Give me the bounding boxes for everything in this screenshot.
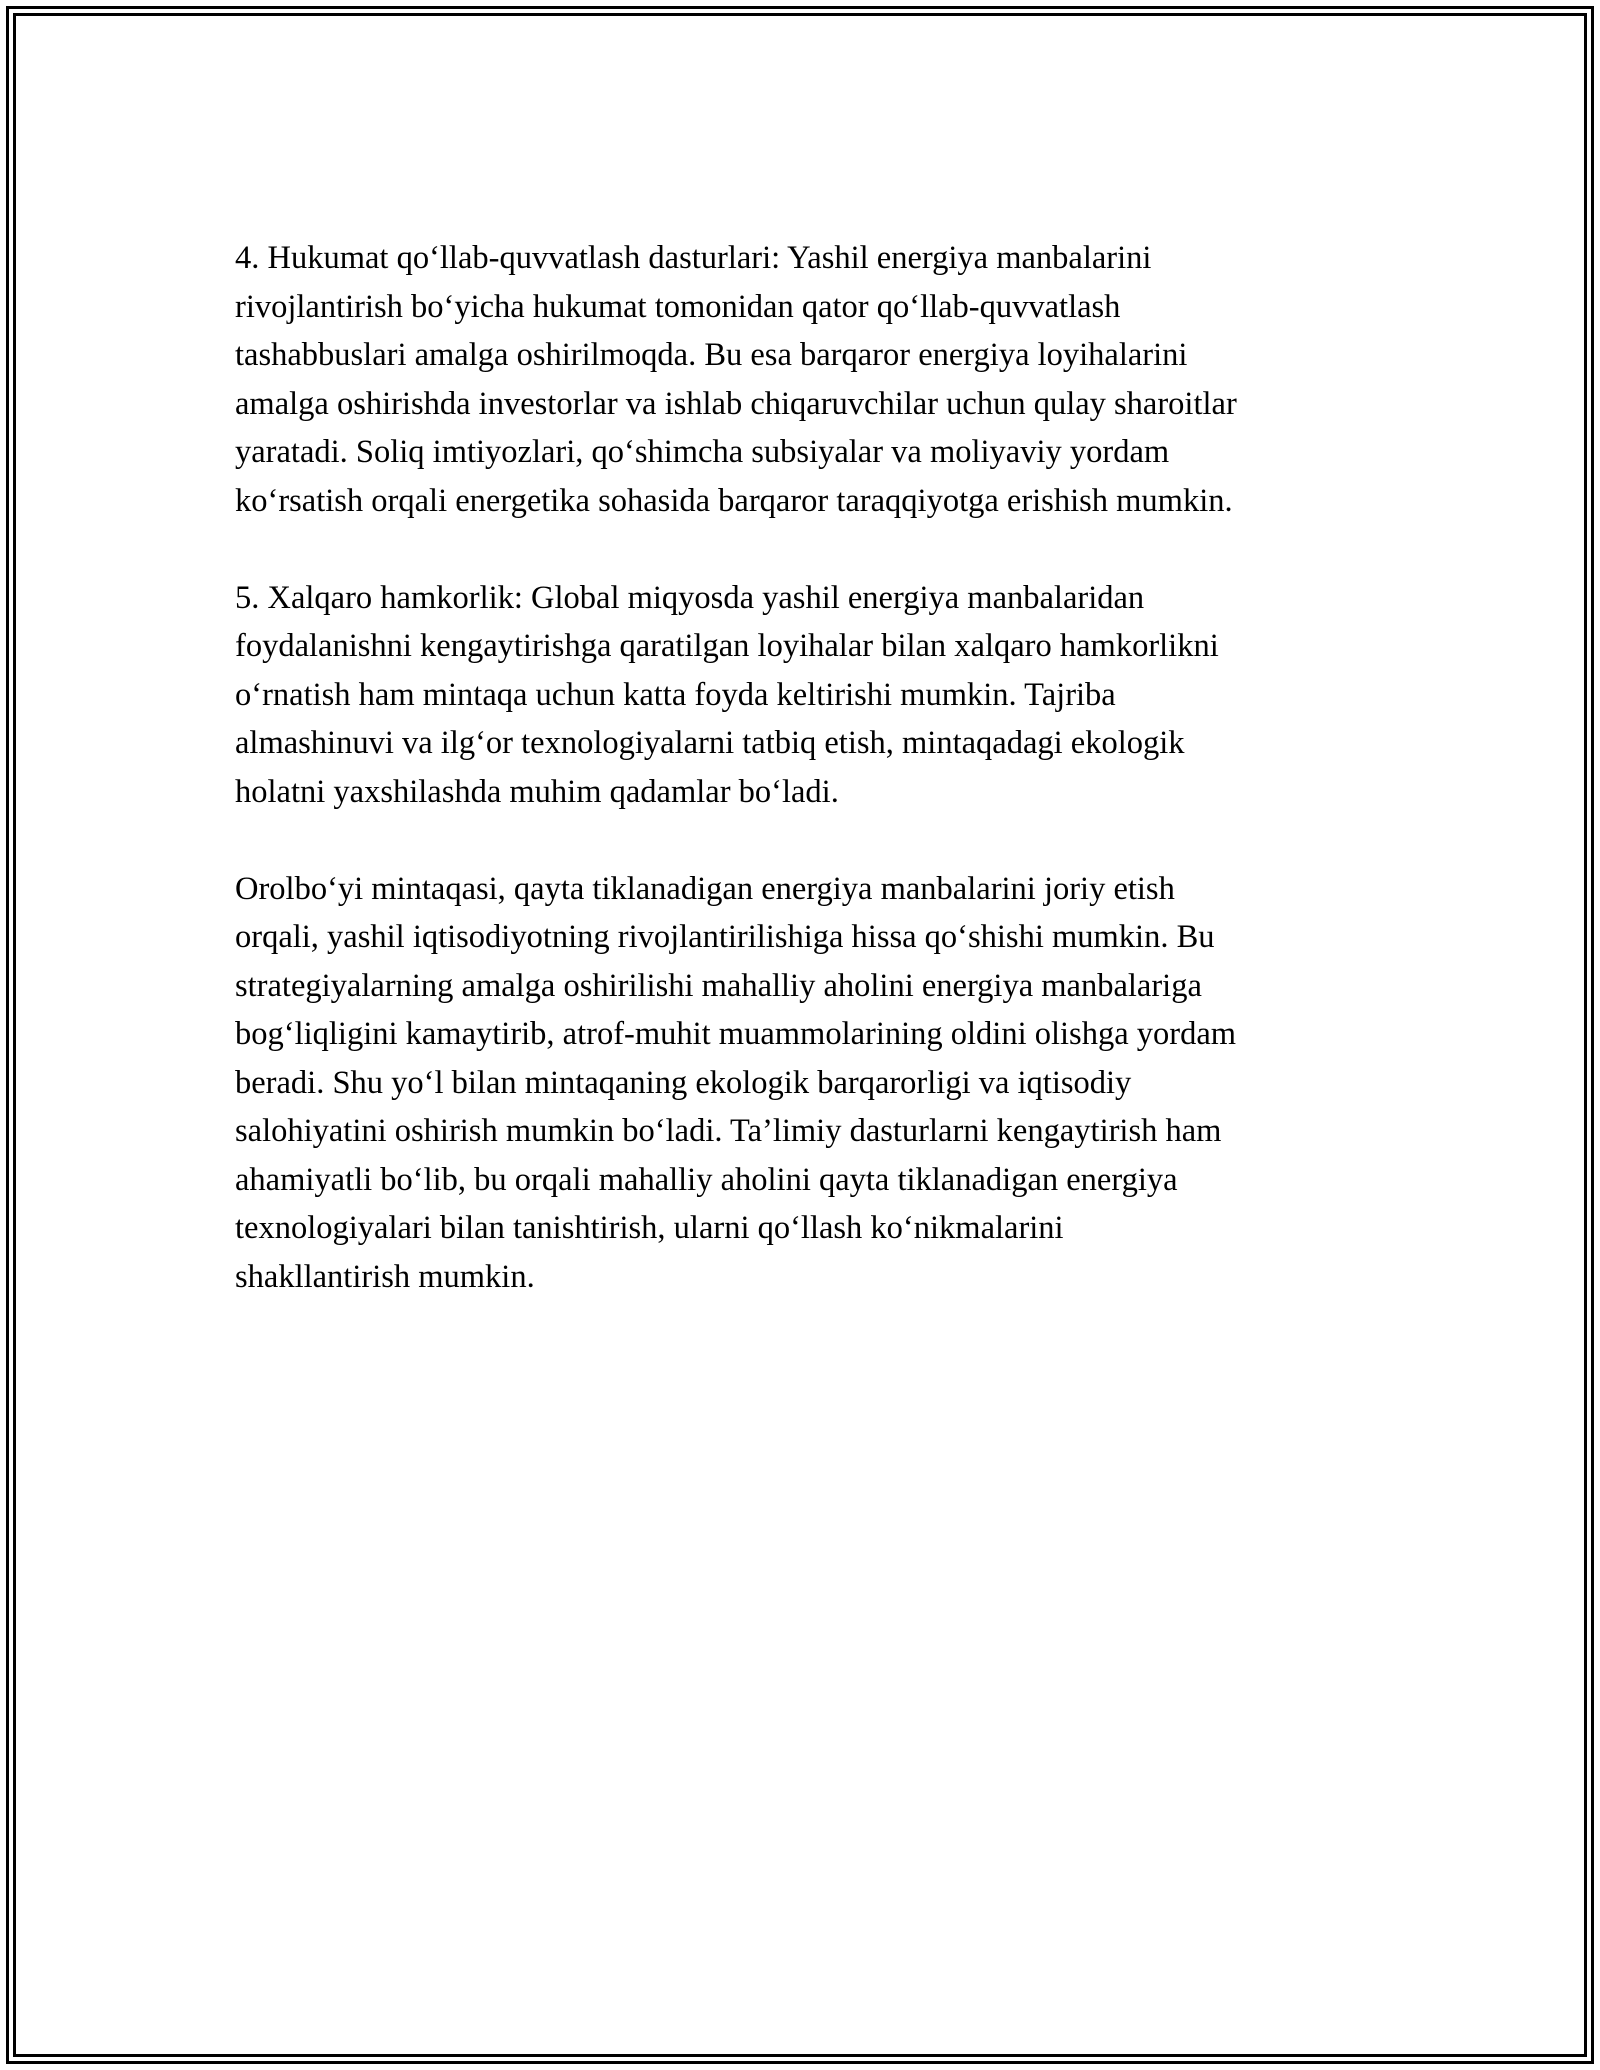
paragraph-international-cooperation: 5. Xalqaro hamkorlik: Global miqyosda yashil energiya manbalaridan foydalanishni kengaytirishga qaratilgan loyihalar bilan xalqaro hamkorlikni o‘rnatish ham mintaqa uchun katta foyda keltirishi mumkin. Tajriba almashinuvi va ilg‘or texnologiyalarni tatbiq etish, mintaqadagi ekologik holatni yaxshilashda muhim qadamlar bo‘ladi. (235, 579, 1219, 810)
paragraph-aral-region-conclusion: Orolbo‘yi mintaqasi, qayta tiklanadigan energiya manbalarini joriy etish orqali, yashil iqtisodiyotning rivojlantirilishiga hissa qo‘shishi mumkin. Bu strategiyalarning amalga oshirilishi mahalliy aholini energiya manbalariga bog‘liqligini kamaytirib, atrof-muhit muammolarining oldini olishga yordam beradi. Shu yo‘l bilan mintaqaning ekologik barqarorligi va iqtisodiy salohiyatini oshirish mumkin bo‘ladi. Ta’limiy dasturlarni kengaytirish ham ahamiyatli bo‘lib, bu orqali mahalliy aholini qayta tiklanadigan energiya texnologiyalari bilan tanishtirish, ularni qo‘llash ko‘nikmalarini shakllantirish mumkin. (235, 870, 1237, 1295)
paragraph-government-support: 4. Hukumat qo‘llab-quvvatlash dasturlari: Yashil energiya manbalarini rivojlantirish bo‘yicha hukumat tomonidan qator qo‘llab-quvvatlash tashabbuslari amalga oshirilmoqda. Bu esa barqaror energiya loyihalarini amalga oshirishda investorlar va ishlab chiqaruvchilar uchun qulay sharoitlar yaratadi. Soliq imtiyozlari, qo‘shimcha subsiyalar va moliyaviy yordam ko‘rsatish orqali energetika sohasida barqaror taraqqiyotga erishish mumkin. (235, 240, 1237, 519)
document-body (235, 234, 1395, 1350)
